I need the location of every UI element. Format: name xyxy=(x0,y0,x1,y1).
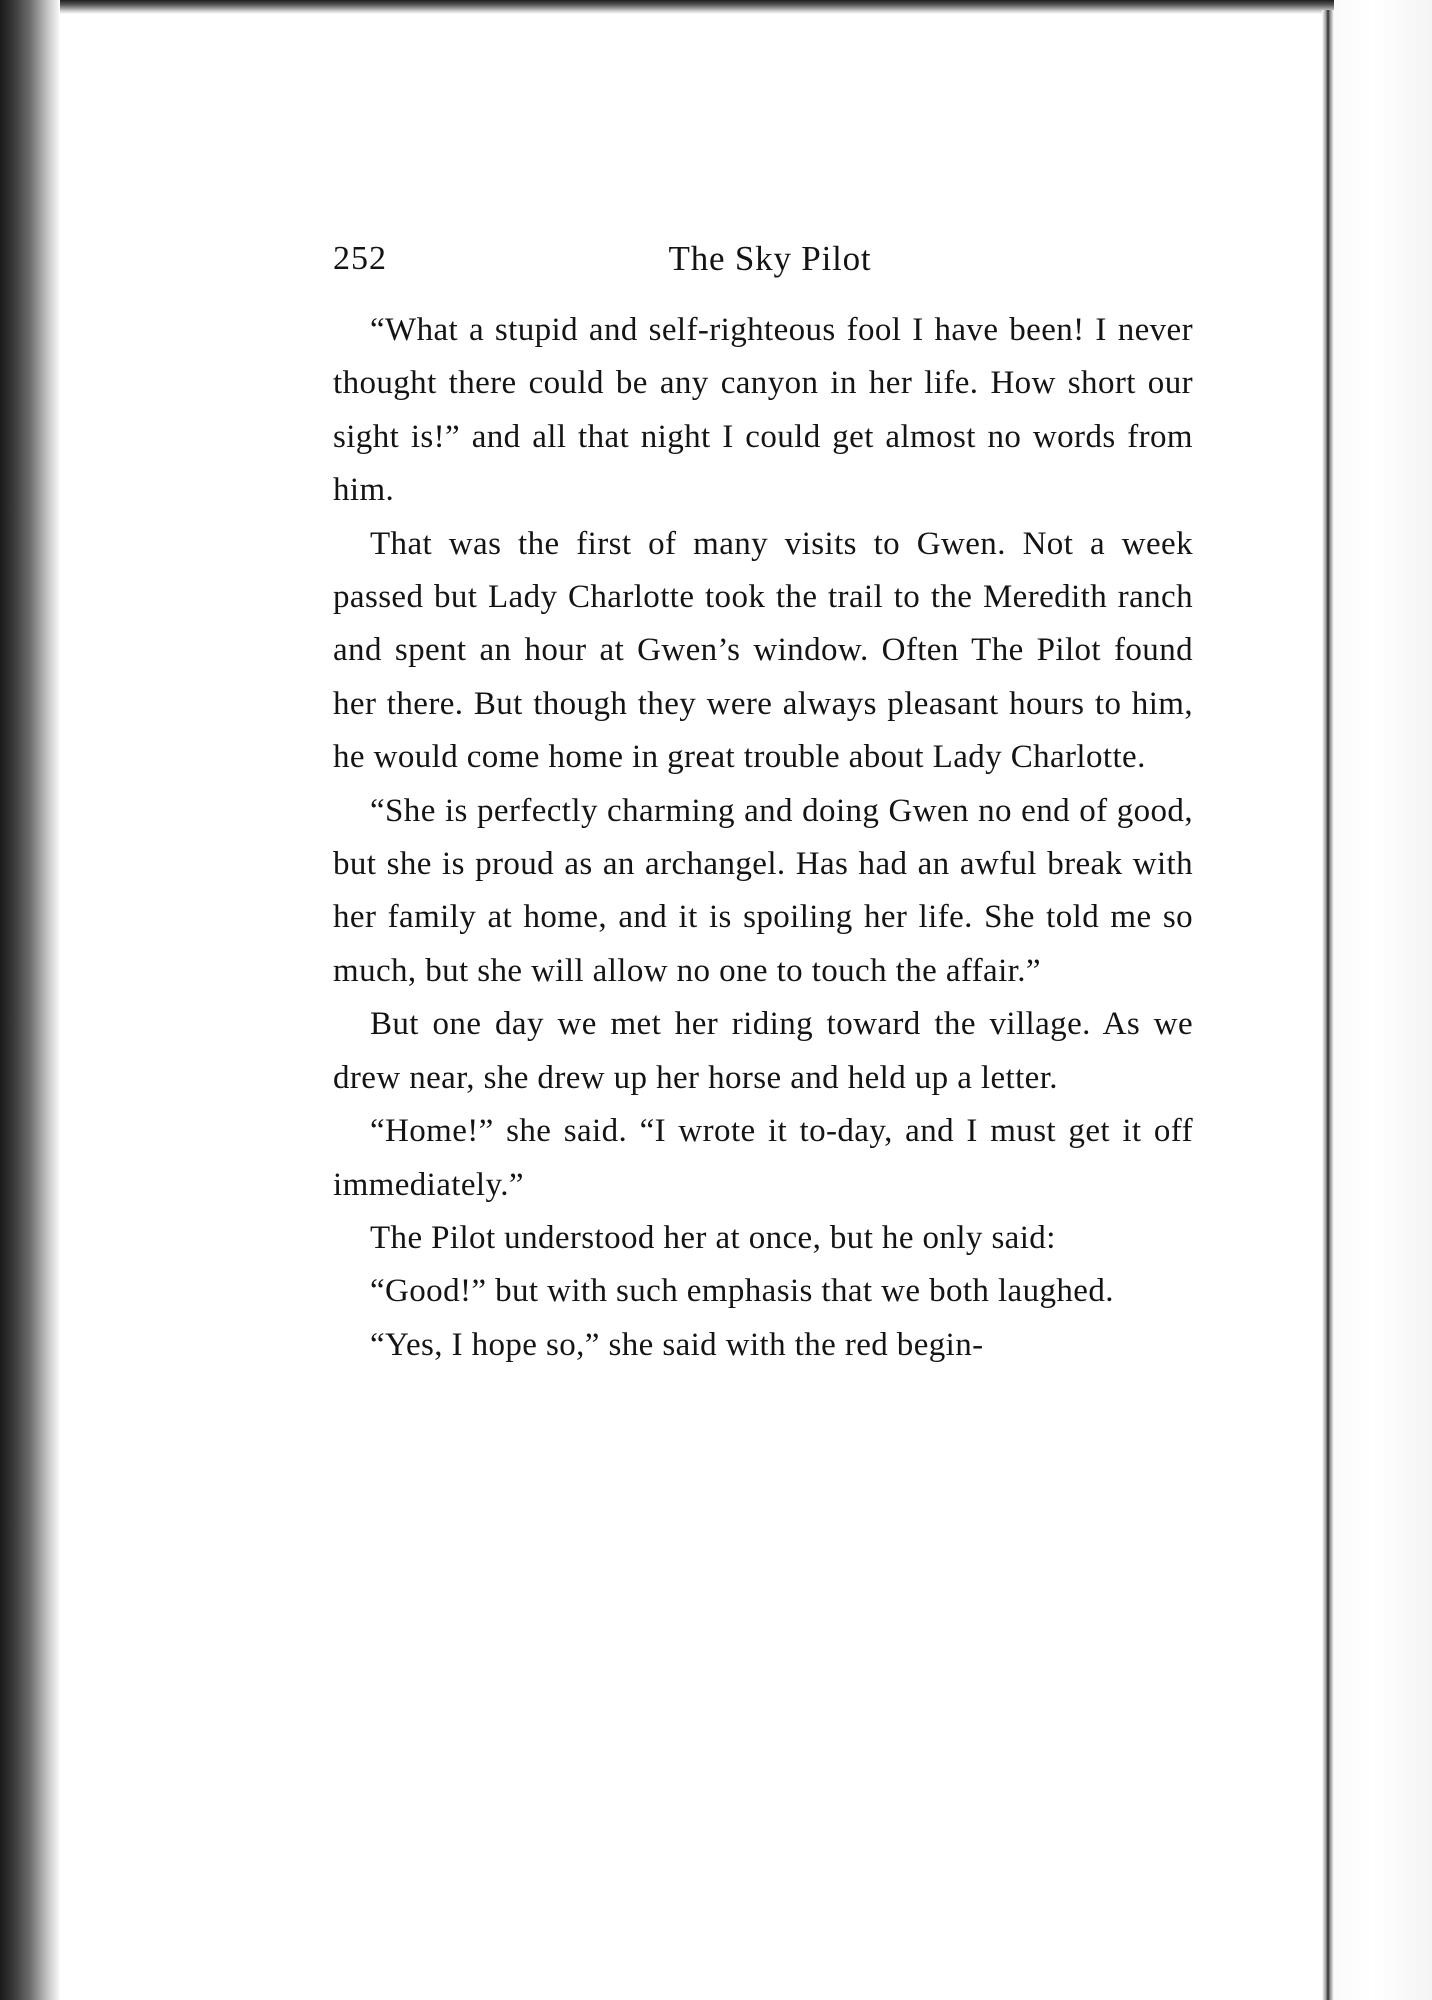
book-spine-shadow xyxy=(0,0,60,2000)
paragraph-7: “Good!” but with such emphasis that we both laughed. xyxy=(370,1273,1114,1310)
page-gutter-line xyxy=(1322,10,1334,2000)
adjacent-page-strip xyxy=(1334,0,1432,2000)
paragraph-6: The Pilot understood her at once, but he only said: xyxy=(370,1219,1056,1256)
paragraph-8: “Yes, I hope so,” she said with the red begin- xyxy=(370,1326,984,1363)
paragraph-2: That was the first of many visits to Gwen. Not a week passed but Lady Charlotte took the trail to the Meredith ranch and spent an hour at Gwen’s window. Often The Pilot found her there. But though they were always pleasant hours to him, he would come home in great trouble about Lady Charlotte. xyxy=(333,525,1193,776)
scan-edge-top xyxy=(0,0,1432,14)
paragraph-1: “What a stupid and self-righteous fool I have been! I never thought there could be any canyon in her life. How short our sight is!” and all that night I could get almost no words from him. xyxy=(333,312,1193,509)
paragraph-5: “Home!” she said. “I wrote it to-day, and I must get it off immediately.” xyxy=(333,1113,1193,1203)
page-number: 252 xyxy=(333,240,387,277)
running-head xyxy=(333,232,1193,296)
paragraph-4: But one day we met her riding toward the village. As we drew near, she drew up her horse and held up a letter. xyxy=(333,1006,1193,1096)
paragraph-3: “She is perfectly charming and doing Gwen no end of good, but she is proud as an archangel. Has had an awful break with her family at home, and it is spoiling her life. She told me so much, but she will allow no one to touch the affair.” xyxy=(333,792,1193,989)
book-page xyxy=(333,232,1193,1372)
running-title: The Sky Pilot xyxy=(668,239,872,278)
